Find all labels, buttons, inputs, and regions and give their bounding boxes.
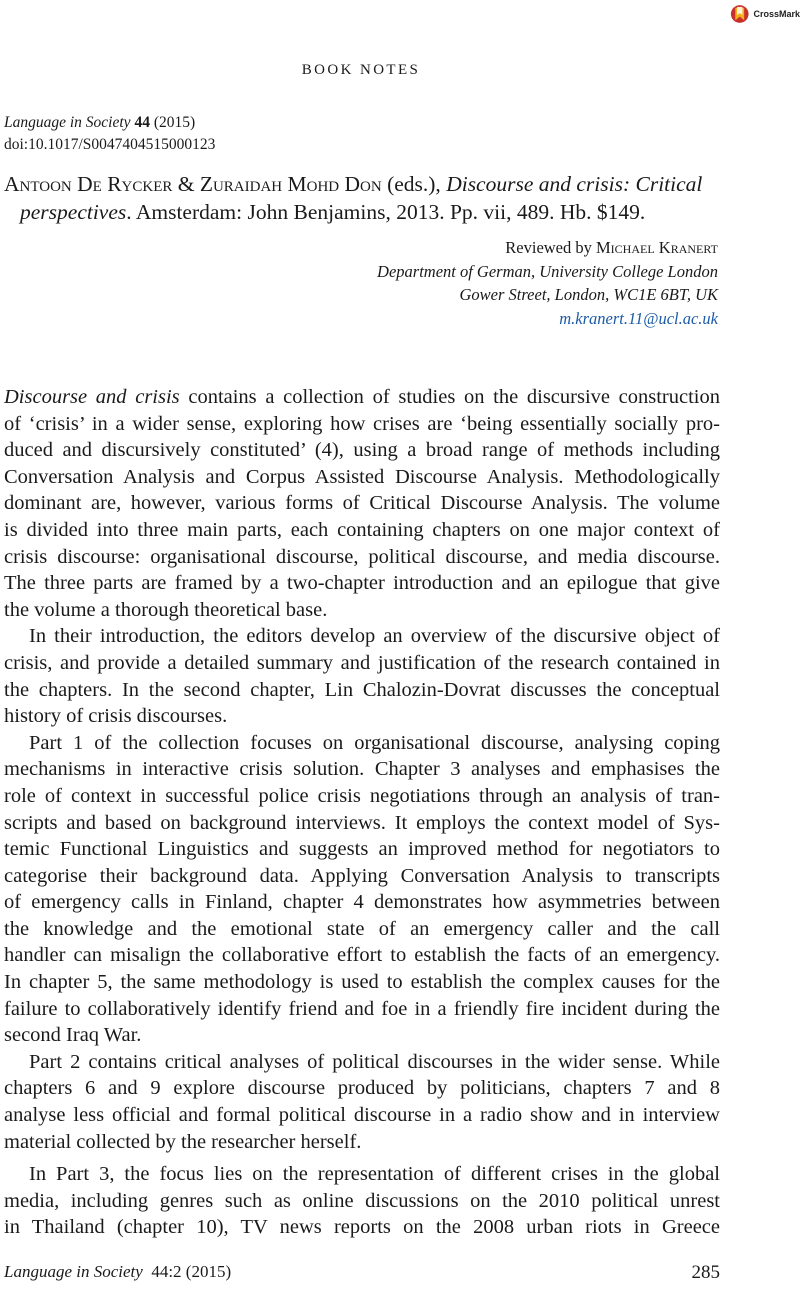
journal-year: (2015) bbox=[153, 114, 196, 131]
text-line: Discourse and crisis contains a collection of studies on the discursive construction bbox=[4, 386, 721, 408]
text-line: categorise their background data. Applying Conversation Analysis to transcripts bbox=[4, 864, 720, 887]
review-body bbox=[4, 384, 720, 1241]
text-line: In chapter 5, the same methodology is used to establish the complex causes for the bbox=[4, 971, 720, 994]
paragraph-5 bbox=[4, 1161, 720, 1241]
reviewer-address: Gower Street, London, WC1E 6BT, UK bbox=[459, 285, 718, 304]
text-line: In their introduction, the editors develop an overview of the discursive object of bbox=[29, 625, 720, 648]
text-line: duced and discursively constituted’ (4), using a broad range of methods including bbox=[4, 439, 720, 462]
crossmark-label: CrossMark bbox=[753, 9, 800, 19]
citation-title-cont: perspectives bbox=[20, 200, 127, 224]
citation-title: Discourse and crisis: Critical bbox=[446, 172, 703, 196]
paragraph-4 bbox=[4, 1049, 720, 1155]
text-line: the chapters. In the second chapter, Lin Chalozin-Dovrat discusses the conceptual bbox=[4, 678, 720, 701]
reviewer-name: Michael Kranert bbox=[596, 238, 718, 257]
page-number: 285 bbox=[691, 1262, 720, 1283]
crossmark-icon bbox=[730, 1, 749, 27]
text-line: temic Functional Linguistics and suggests an improved method for negotiators to bbox=[4, 838, 720, 861]
paragraph-2 bbox=[4, 623, 720, 729]
text-line: the volume a thorough theoretical base. bbox=[4, 598, 328, 621]
paragraph-1 bbox=[4, 384, 720, 623]
text-line: failure to collaboratively identify friend and foe in a friendly fire incident during the bbox=[4, 997, 720, 1020]
text-line: The three parts are framed by a two-chapter introduction and an epilogue that give bbox=[4, 572, 720, 595]
text-line: Part 2 contains critical analyses of political discourses in the wider sense. While bbox=[29, 1050, 720, 1073]
text-line: history of crisis discourses. bbox=[4, 705, 228, 728]
journal-doi[interactable]: doi:10.1017/S0047404515000123 bbox=[4, 136, 216, 153]
reviewer-prefix: Reviewed by bbox=[505, 238, 592, 257]
journal-volume: 44 bbox=[134, 114, 150, 131]
text-line: of ‘crisis’ in a wider sense, exploring how crises are ‘being essentially socially pro- bbox=[4, 412, 720, 435]
citation-publisher: . Amsterdam: John Benjamins, 2013. Pp. vii, 489. Hb. $149. bbox=[126, 200, 646, 224]
text-line: material collected by the researcher herself. bbox=[4, 1130, 362, 1153]
text-line: the knowledge and the emotional state of an emergency caller and the call bbox=[4, 917, 720, 940]
text-line: handler can misalign the collaborative effort to establish the facts of an emergency. bbox=[4, 944, 720, 967]
paragraph-3 bbox=[4, 730, 720, 1049]
text-line: dominant are, however, various forms of Critical Discourse Analysis. The volume bbox=[4, 492, 720, 515]
reviewer-block bbox=[377, 236, 718, 330]
journal-name: Language in Society bbox=[4, 114, 131, 131]
text-line: Part 1 of the collection focuses on organisational discourse, analysing coping bbox=[29, 731, 720, 754]
running-head: BOOK NOTES bbox=[301, 62, 421, 78]
crossmark-badge[interactable] bbox=[730, 0, 800, 28]
book-citation bbox=[4, 170, 720, 226]
reviewer-department: Department of German, University College London bbox=[377, 261, 718, 281]
text-line: crisis discourse: organisational discourse, political discourse, and media discourse. bbox=[4, 545, 720, 568]
book-title-italic: Discourse and crisis bbox=[4, 386, 180, 408]
text-line: chapters 6 and 9 explore discourse produced by politicians, chapters 7 and 8 bbox=[4, 1077, 720, 1100]
reviewer-line bbox=[377, 236, 718, 260]
text-line: analyse less official and formal political discourse in a radio show and in interview bbox=[4, 1104, 720, 1127]
text-line: crisis, and provide a detailed summary and justification of the research contained in bbox=[4, 651, 720, 674]
journal-info bbox=[4, 112, 195, 134]
text-line: In Part 3, the focus lies on the representation of different crises in the global bbox=[29, 1163, 720, 1186]
page-footer bbox=[4, 1262, 720, 1284]
citation-authors: Antoon De Rycker & Zuraidah Mohd Don bbox=[4, 172, 382, 196]
text-line: media, including genres such as online discussions on the 2010 political unrest bbox=[4, 1189, 720, 1212]
text-line: is divided into three main parts, each containing chapters on one major context of bbox=[4, 518, 720, 541]
text-line: role of context in successful police crisis negotiations through an analysis of tran- bbox=[4, 784, 720, 807]
text-line: mechanisms in interactive crisis solution. Chapter 3 analyses and emphasises the bbox=[4, 758, 720, 781]
text-line: Conversation Analysis and Corpus Assisted Discourse Analysis. Methodologically bbox=[4, 465, 720, 488]
citation-eds: (eds.), bbox=[387, 172, 441, 196]
text-line: second Iraq War. bbox=[4, 1024, 142, 1047]
text-line: in Thailand (chapter 10), TV news reports on the 2008 urban riots in Greece bbox=[4, 1216, 720, 1239]
text-line: of emergency calls in Finland, chapter 4 demonstrates how asymmetries between bbox=[4, 891, 720, 914]
footer-journal: Language in Society 44:2 (2015) bbox=[4, 1262, 232, 1281]
text-line: scripts and based on background interviews. It employs the context model of Sys- bbox=[4, 811, 720, 834]
reviewer-email-link[interactable]: m.kranert.11@ucl.ac.uk bbox=[559, 308, 718, 328]
